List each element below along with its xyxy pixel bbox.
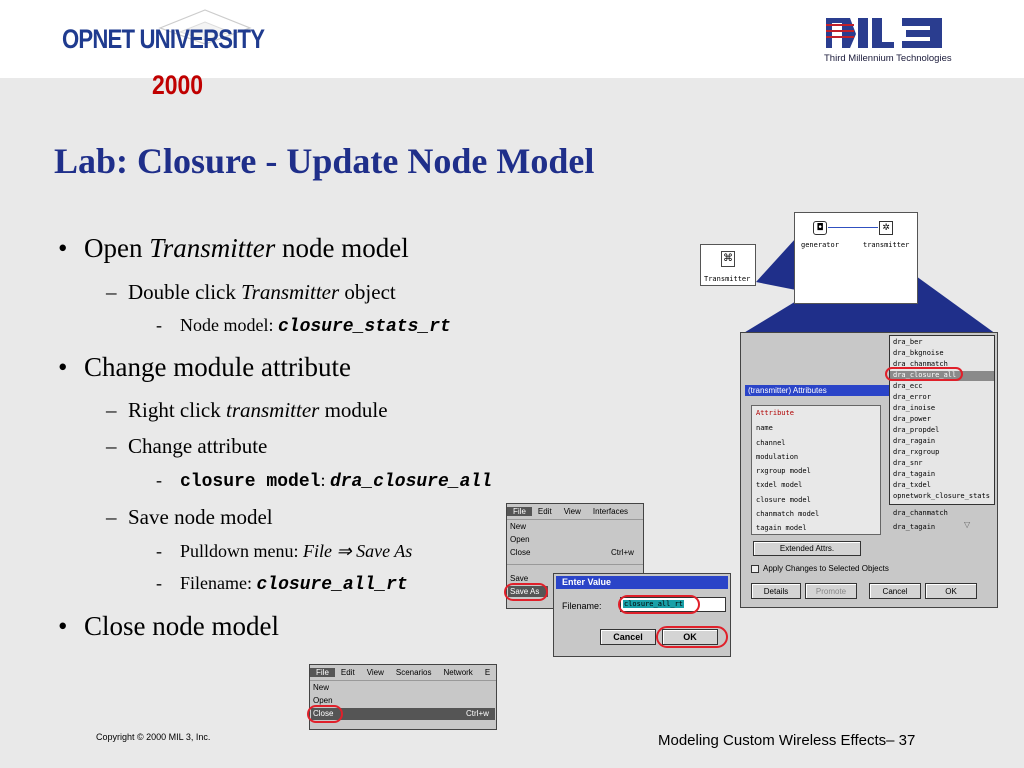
sub-change-attribute: – Change attribute (106, 434, 268, 458)
menu-view[interactable]: View (563, 507, 581, 516)
bullet-open-transmitter: • Open Transmitter node model (58, 233, 409, 263)
attr-row[interactable]: name (756, 424, 773, 432)
bullet-change-attr: • Change module attribute (58, 352, 351, 382)
shortcut-close: Ctrl+w (611, 548, 634, 557)
brand-year: 2000 (152, 70, 204, 100)
details-button[interactable]: Details (751, 583, 801, 599)
attr-row[interactable]: modulation (756, 453, 799, 461)
generator-label: generator (801, 241, 839, 249)
menu-e[interactable]: E (484, 668, 491, 677)
attribute-table (751, 405, 881, 535)
scroll-down-icon[interactable]: ▽ (964, 520, 971, 529)
menu-item-new[interactable]: New (313, 683, 330, 692)
dropdown-item[interactable]: opnetwork_closure_stats (893, 492, 990, 500)
attr-row[interactable]: tagain model (756, 524, 807, 532)
apply-checkbox[interactable] (751, 565, 759, 573)
close-menu-window (309, 664, 497, 730)
bullet-close-node: • Close node model (58, 611, 279, 641)
menu-file[interactable]: File (310, 668, 335, 677)
transmitter-object-label: Transmitter (704, 275, 751, 283)
menu-item-save-as[interactable]: Save As (510, 587, 540, 596)
menubar (310, 665, 496, 681)
menu-item-new[interactable]: New (510, 522, 527, 531)
attributes-title: (transmitter) Attributes (745, 385, 890, 396)
attr-row[interactable]: chanmatch model (756, 510, 820, 518)
dropdown-item[interactable]: dra_power (893, 415, 931, 423)
dropdown-item[interactable]: dra_tagain (893, 470, 936, 478)
attributes-dialog (740, 332, 998, 608)
enter-ok-button[interactable]: OK (662, 629, 718, 645)
dropdown-item-selected[interactable]: dra_closure_all (893, 371, 957, 379)
transmitter-module-icon[interactable]: ✲ (879, 221, 893, 235)
sub-filename: - Filename: closure_all_rt (156, 573, 408, 595)
sub-save-node: – Save node model (106, 505, 273, 529)
apply-label: Apply Changes to Selected Objects (763, 564, 889, 573)
mil3-tagline: Third Millennium Technologies (824, 53, 952, 64)
menu-edit[interactable]: Edit (537, 507, 552, 516)
attr-row[interactable]: txdel model (756, 481, 803, 489)
attr-value[interactable]: dra_tagain (893, 523, 936, 531)
highlight-dra-closure-all (885, 367, 963, 381)
ok-button[interactable]: OK (925, 583, 977, 599)
highlight-close (307, 705, 343, 723)
menu-network[interactable]: Network (443, 668, 473, 677)
antenna-icon: ⌘ (721, 251, 735, 267)
enter-cancel-button[interactable]: Cancel (600, 629, 656, 645)
dropdown-item[interactable]: dra_ber (893, 338, 923, 346)
dropdown-item[interactable]: dra_error (893, 393, 931, 401)
menu-item-open[interactable]: Open (313, 696, 333, 705)
highlight-save-as (504, 583, 548, 601)
menu-view[interactable]: View (366, 668, 384, 677)
sub-double-click: – Double click Transmitter object (106, 280, 396, 304)
dropdown-item[interactable]: dra_propdel (893, 426, 940, 434)
enter-value-dialog (553, 573, 731, 657)
menu-interfaces[interactable]: Interfaces (592, 507, 629, 516)
filename-label: Filename: (562, 601, 602, 611)
menu-item-close[interactable]: Close (510, 548, 531, 557)
copyright: Copyright © 2000 MIL 3, Inc. (96, 732, 211, 742)
highlight-filename (618, 595, 700, 614)
dropdown-item[interactable]: dra_ecc (893, 382, 923, 390)
packet-stream-line (828, 227, 878, 228)
sub-right-click: – Right click transmitter module (106, 398, 388, 422)
shortcut-close: Ctrl+w (466, 709, 489, 718)
menu-item-close[interactable]: Close (313, 709, 334, 718)
menu-item-save[interactable]: Save (510, 574, 529, 583)
dropdown-item[interactable]: dra_ragain (893, 437, 936, 445)
highlight-ok (656, 626, 728, 648)
filename-value: closure_all_rt (624, 600, 684, 608)
slide-title: Lab: Closure - Update Node Model (54, 141, 595, 181)
menu-item-open[interactable]: Open (510, 535, 530, 544)
generator-module-icon[interactable]: ◘ (813, 221, 827, 235)
menubar (507, 504, 643, 520)
closure-model-dropdown (889, 335, 995, 505)
sub-closure-model: - closure model: dra_closure_all (156, 470, 492, 492)
brand-name: OPNET UNIVERSITY (62, 24, 265, 54)
dropdown-item[interactable]: dra_snr (893, 459, 923, 467)
menu-scenarios[interactable]: Scenarios (395, 668, 432, 677)
cancel-button[interactable]: Cancel (869, 583, 921, 599)
transmitter-label: transmitter (863, 241, 910, 249)
sub-node-model: - Node model: closure_stats_rt (156, 315, 451, 337)
dropdown-item[interactable]: dra_inoise (893, 404, 936, 412)
menu-divider (507, 564, 643, 565)
menu-file[interactable]: File (507, 507, 532, 516)
extended-attrs-button[interactable]: Extended Attrs. (753, 541, 861, 556)
dropdown-item[interactable]: dra_bkgnoise (893, 349, 944, 357)
attr-row[interactable]: rxgroup model (756, 467, 811, 475)
attr-row[interactable]: channel (756, 439, 786, 447)
attr-row-closure-model[interactable]: closure model (756, 496, 811, 504)
dropdown-item[interactable]: dra_txdel (893, 481, 931, 489)
dropdown-item[interactable]: dra_rxgroup (893, 448, 940, 456)
mil3-logo (826, 14, 956, 52)
promote-button[interactable]: Promote (805, 583, 857, 599)
attr-value[interactable]: dra_chanmatch (893, 509, 948, 517)
dropdown-item[interactable]: dra_chanmatch (893, 360, 948, 368)
page-footer: Modeling Custom Wireless Effects– 37 (658, 732, 916, 749)
sub-pulldown: - Pulldown menu: File ⇒ Save As (156, 541, 413, 561)
node-editor-canvas (794, 212, 918, 304)
attribute-col-header: Attribute (756, 409, 794, 417)
transmitter-object[interactable] (700, 244, 756, 286)
enter-value-title: Enter Value (556, 576, 728, 589)
menu-edit[interactable]: Edit (340, 668, 355, 677)
